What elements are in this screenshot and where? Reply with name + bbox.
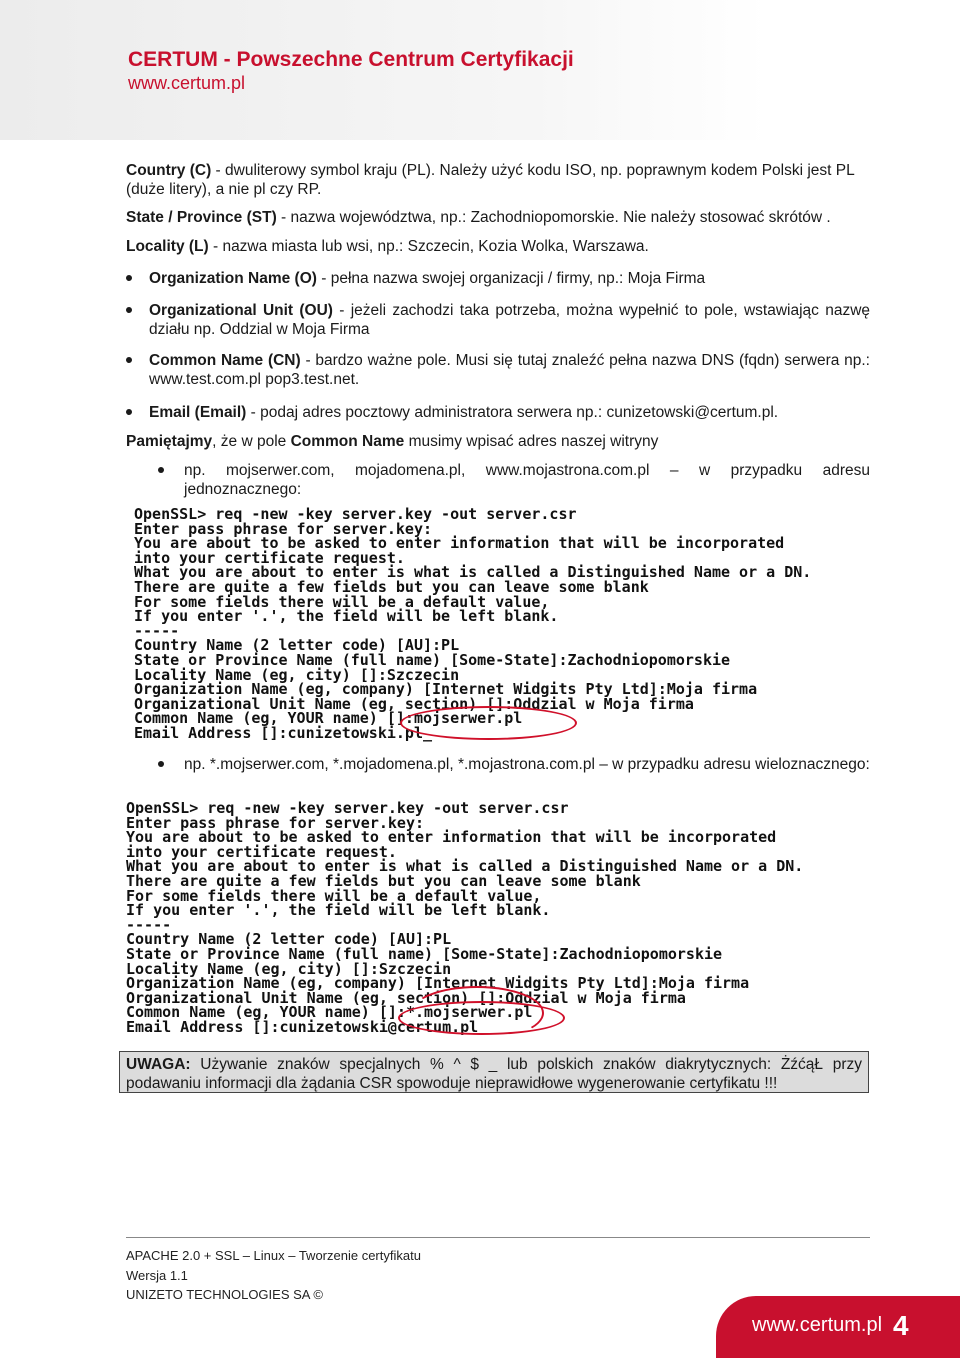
console-line: Email Address []:cunizetowski@certum.pl (126, 1017, 479, 1036)
warning-box (119, 1051, 869, 1093)
example-wildcard: np. *.mojserwer.com, *.mojadomena.pl, *.mojastrona.com.pl – w przypadku adresu wieloznacznego: (184, 756, 870, 773)
console-line: What you are about to enter is what is called a Distinguished Name or a DN. (134, 563, 812, 582)
remember-middle: , że w pole (212, 433, 291, 450)
console-line: Organizational Unit Name (eg, section) []:Oddzial w Moja firma (134, 694, 694, 713)
console-line: State or Province Name (full name) [Some-State]:Zachodniopomorskie (126, 944, 723, 963)
list-item (126, 301, 870, 341)
console-line: If you enter '.', the field will be left blank. (126, 901, 551, 920)
console-line: For some fields there will be a default value, (134, 592, 550, 611)
org-text: - pełna nazwa swojej organizacji / firmy, np.: Moja Firma (316, 270, 706, 287)
console-line: There are quite a few fields but you can leave some blank (134, 577, 649, 596)
console-line: Country Name (2 letter code) [AU]:PL (126, 930, 452, 949)
bullet-icon (126, 409, 132, 415)
country-label: Country (C) (126, 162, 212, 179)
state-paragraph (126, 208, 870, 227)
remember-prefix: Pamiętajmy (126, 433, 213, 450)
console-line: Enter pass phrase for server.key: (134, 519, 433, 538)
console-line: ----- (134, 621, 180, 640)
highlight-ellipse-top (410, 986, 544, 1040)
console-line: Organization Name (eg, company) [Internet Widgits Pty Ltd]:Moja firma (134, 680, 758, 699)
console-line: If you enter '.', the field will be left blank. (134, 607, 559, 626)
console-line: What you are about to enter is what is called a Distinguished Name or a DN. (126, 857, 804, 876)
console-line: OpenSSL> req -new -key server.key -out server.csr (126, 799, 569, 817)
country-text: - dwuliterowy symbol kraju (PL). Należy użyć kodu ISO, np. poprawnym kodem Polski jest PL (duże litery), a nie pl czy RP. (126, 162, 855, 198)
console-line: State or Province Name (full name) [Some-State]:Zachodniopomorskie (134, 650, 731, 669)
list-item (126, 403, 870, 423)
brand-title: CERTUM - Powszechne Centrum Certyfikacji (128, 48, 574, 71)
console-line: OpenSSL> req -new -key server.key -out server.csr (134, 505, 577, 523)
bullet-icon (126, 275, 132, 281)
console-line: Organizational Unit Name (eg, section) []:Oddzial w Moja firma (126, 988, 686, 1007)
console-line: Common Name (eg, YOUR name) []:*.mojserwer.pl (126, 1003, 533, 1022)
footer-url: www.certum.pl (752, 1314, 883, 1336)
list-item (126, 351, 870, 391)
locality-label: Locality (L) (126, 238, 209, 255)
email-text: - podaj adres pocztowy administratora serwera np.: cunizetowski@certum.pl. (246, 404, 779, 421)
footer-company: UNIZETO TECHNOLOGIES SA © (126, 1287, 323, 1302)
bullet-icon (126, 357, 132, 363)
console-line: Locality Name (eg, city) []:Szczecin (126, 959, 452, 978)
console-line: Organization Name (eg, company) [Internet Widgits Pty Ltd]:Moja firma (126, 974, 750, 993)
remember-field: Common Name (290, 433, 405, 450)
console-line: Common Name (eg, YOUR name) []:mojserwer.pl (134, 709, 523, 728)
console-line: For some fields there will be a default value, (126, 886, 542, 905)
email-label: Email (Email) (149, 404, 247, 421)
console-line: ----- (126, 915, 172, 934)
remember-suffix: musimy wpisać adres naszej witryny (404, 433, 659, 450)
ou-text: - jeżeli zachodzi taka potrzeba, można wypełnić to pole, wstawiając nazwę działu np. Oddzial w Moja Firma (149, 302, 871, 338)
bullet-icon (158, 761, 164, 767)
locality-text: - nazwa miasta lub wsi, np.: Szczecin, Kozia Wolka, Warszawa. (208, 238, 649, 255)
footer-title: APACHE 2.0 + SSL – Linux – Tworzenie certyfikatu (126, 1248, 421, 1263)
console-line: Locality Name (eg, city) []:Szczecin (134, 665, 460, 684)
locality-paragraph (126, 237, 870, 256)
console-line: Enter pass phrase for server.key: (126, 813, 425, 832)
country-paragraph (126, 161, 870, 199)
console-line: Email Address []:cunizetowski.pl_ (134, 723, 433, 742)
footer-version: Wersja 1.1 (126, 1268, 188, 1283)
ou-label: Organizational Unit (OU) (149, 302, 333, 319)
cn-label: Common Name (CN) (149, 352, 301, 369)
console-line: You are about to be asked to enter information that will be incorporated (134, 534, 785, 553)
bullet-icon (126, 307, 132, 313)
footer-divider (126, 1237, 870, 1238)
cn-text: - bardzo ważne pole. Musi się tutaj znaleźć pełna nazwa DNS (fqdn) serwera np.: www.test.com.pl pop3.test.net. (149, 352, 870, 388)
console-line: You are about to be asked to enter information that will be incorporated (126, 828, 777, 847)
bullet-icon (158, 467, 164, 473)
page-number: 4 (893, 1310, 909, 1341)
console-line: There are quite a few fields but you can leave some blank (126, 871, 641, 890)
remember-paragraph (126, 432, 870, 451)
highlight-ellipse (400, 706, 577, 740)
state-text: - nazwa województwa, np.: Zachodniopomorskie. Nie należy stosować skrótów . (276, 209, 831, 226)
brand-url: www.certum.pl (128, 73, 246, 93)
state-label: State / Province (ST) (126, 209, 277, 226)
org-label: Organization Name (O) (149, 270, 317, 287)
console-line: into your certificate request. (126, 842, 397, 861)
list-item (126, 269, 870, 289)
console-line: Country Name (2 letter code) [AU]:PL (134, 636, 460, 655)
console-line: into your certificate request. (134, 548, 405, 567)
warning-text: Używanie znaków specjalnych % ^ $ _ lub polskich znaków diakrytycznych: ŻźćąŁ przy podawaniu informacji dla żądania CSR spowoduje nieprawidłowe wygenerowanie certyfikatu !!! (126, 1056, 862, 1092)
example-single: np. mojserwer.com, mojadomena.pl, www.mojastrona.com.pl – w przypadku adresu jednoznacznego: (184, 462, 870, 498)
warning-label: UWAGA: (126, 1056, 191, 1073)
